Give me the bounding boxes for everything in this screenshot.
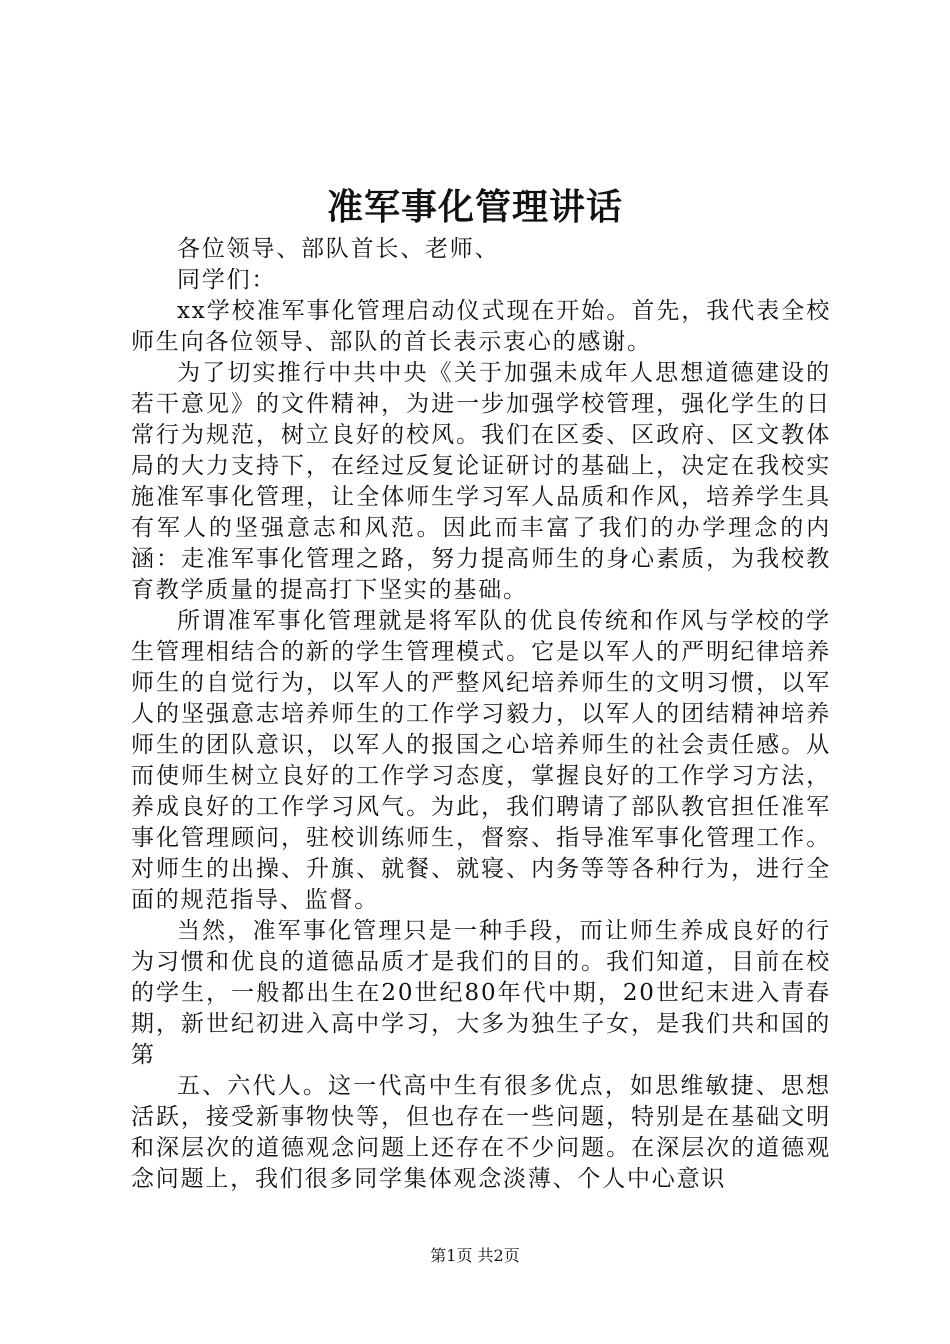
page-footer: 第1页 共2页 [430, 1246, 520, 1265]
paragraph-definition: 所谓准军事化管理就是将军队的优良传统和作风与学校的学生管理相结合的新的学生管理模式。它是以军人的严明纪律培养师生的自觉行为，以军人的严整风纪培养师生的文明习惯，以军人的坚强意志培养师生的工作学习毅力，以军人的团结精神培养师生的团队意识，以军人的报国之心培养师生的社会责任感。从而使师生树立良好的工作学习态度，掌握良好的工作学习方法，养成良好的工作学习风气。为此，我们聘请了部队教官担任准军事化管理顾问，驻校训练师生，督察、指导准军事化管理工作。对师生的出操、升旗、就餐、就寝、内务等等各种行为，进行全面的规范指导、监督。 [131, 608, 831, 913]
paragraph-purpose: 为了切实推行中共中央《关于加强未成年人思想道德建设的若干意见》的文件精神，为进一步加强学校管理，强化学生的日常行为规范，树立良好的校风。我们在区委、区政府、区文教体局的大力支持下，在经过反复论证研讨的基础上，决定在我校实施准军事化管理，让全体师生学习军人品质和作风，培养学生具有军人的坚强意志和风范。因此而丰富了我们的办学理念的内涵：走准军事化管理之路，努力提高师生的身心素质，为我校教育教学质量的提高打下坚实的基础。 [131, 360, 831, 603]
paragraph-opening: xx学校准军事化管理启动仪式现在开始。首先，我代表全校师生向各位领导、部队的首长表示衷心的感谢。 [131, 298, 831, 355]
paragraph-goal: 当然，准军事化管理只是一种手段，而让师生养成良好的行为习惯和优良的道德品质才是我们的目的。我们知道，目前在校的学生，一般都出生在20世纪80年代中期，20世纪末进入青春期，新世纪初进入高中学习，大多为独生子女，是我们共和国的第 [131, 918, 831, 1068]
document-title: 准军事化管理讲话 [326, 186, 623, 228]
paragraph-generation: 五、六代人。这一代高中生有很多优点，如思维敏捷、思想活跃，接受新事物快等，但也存在一些问题，特别是在基础文明和深层次的道德观念问题上还存在不少问题。在深层次的道德观念问题上，我们很多同学集体观念淡薄、个人中心意识 [131, 1073, 831, 1192]
document-body [131, 234, 831, 1195]
salutation-line-2: 同学们： [177, 267, 277, 293]
salutation-line-1: 各位领导、部队首长、老师、 [177, 236, 500, 262]
